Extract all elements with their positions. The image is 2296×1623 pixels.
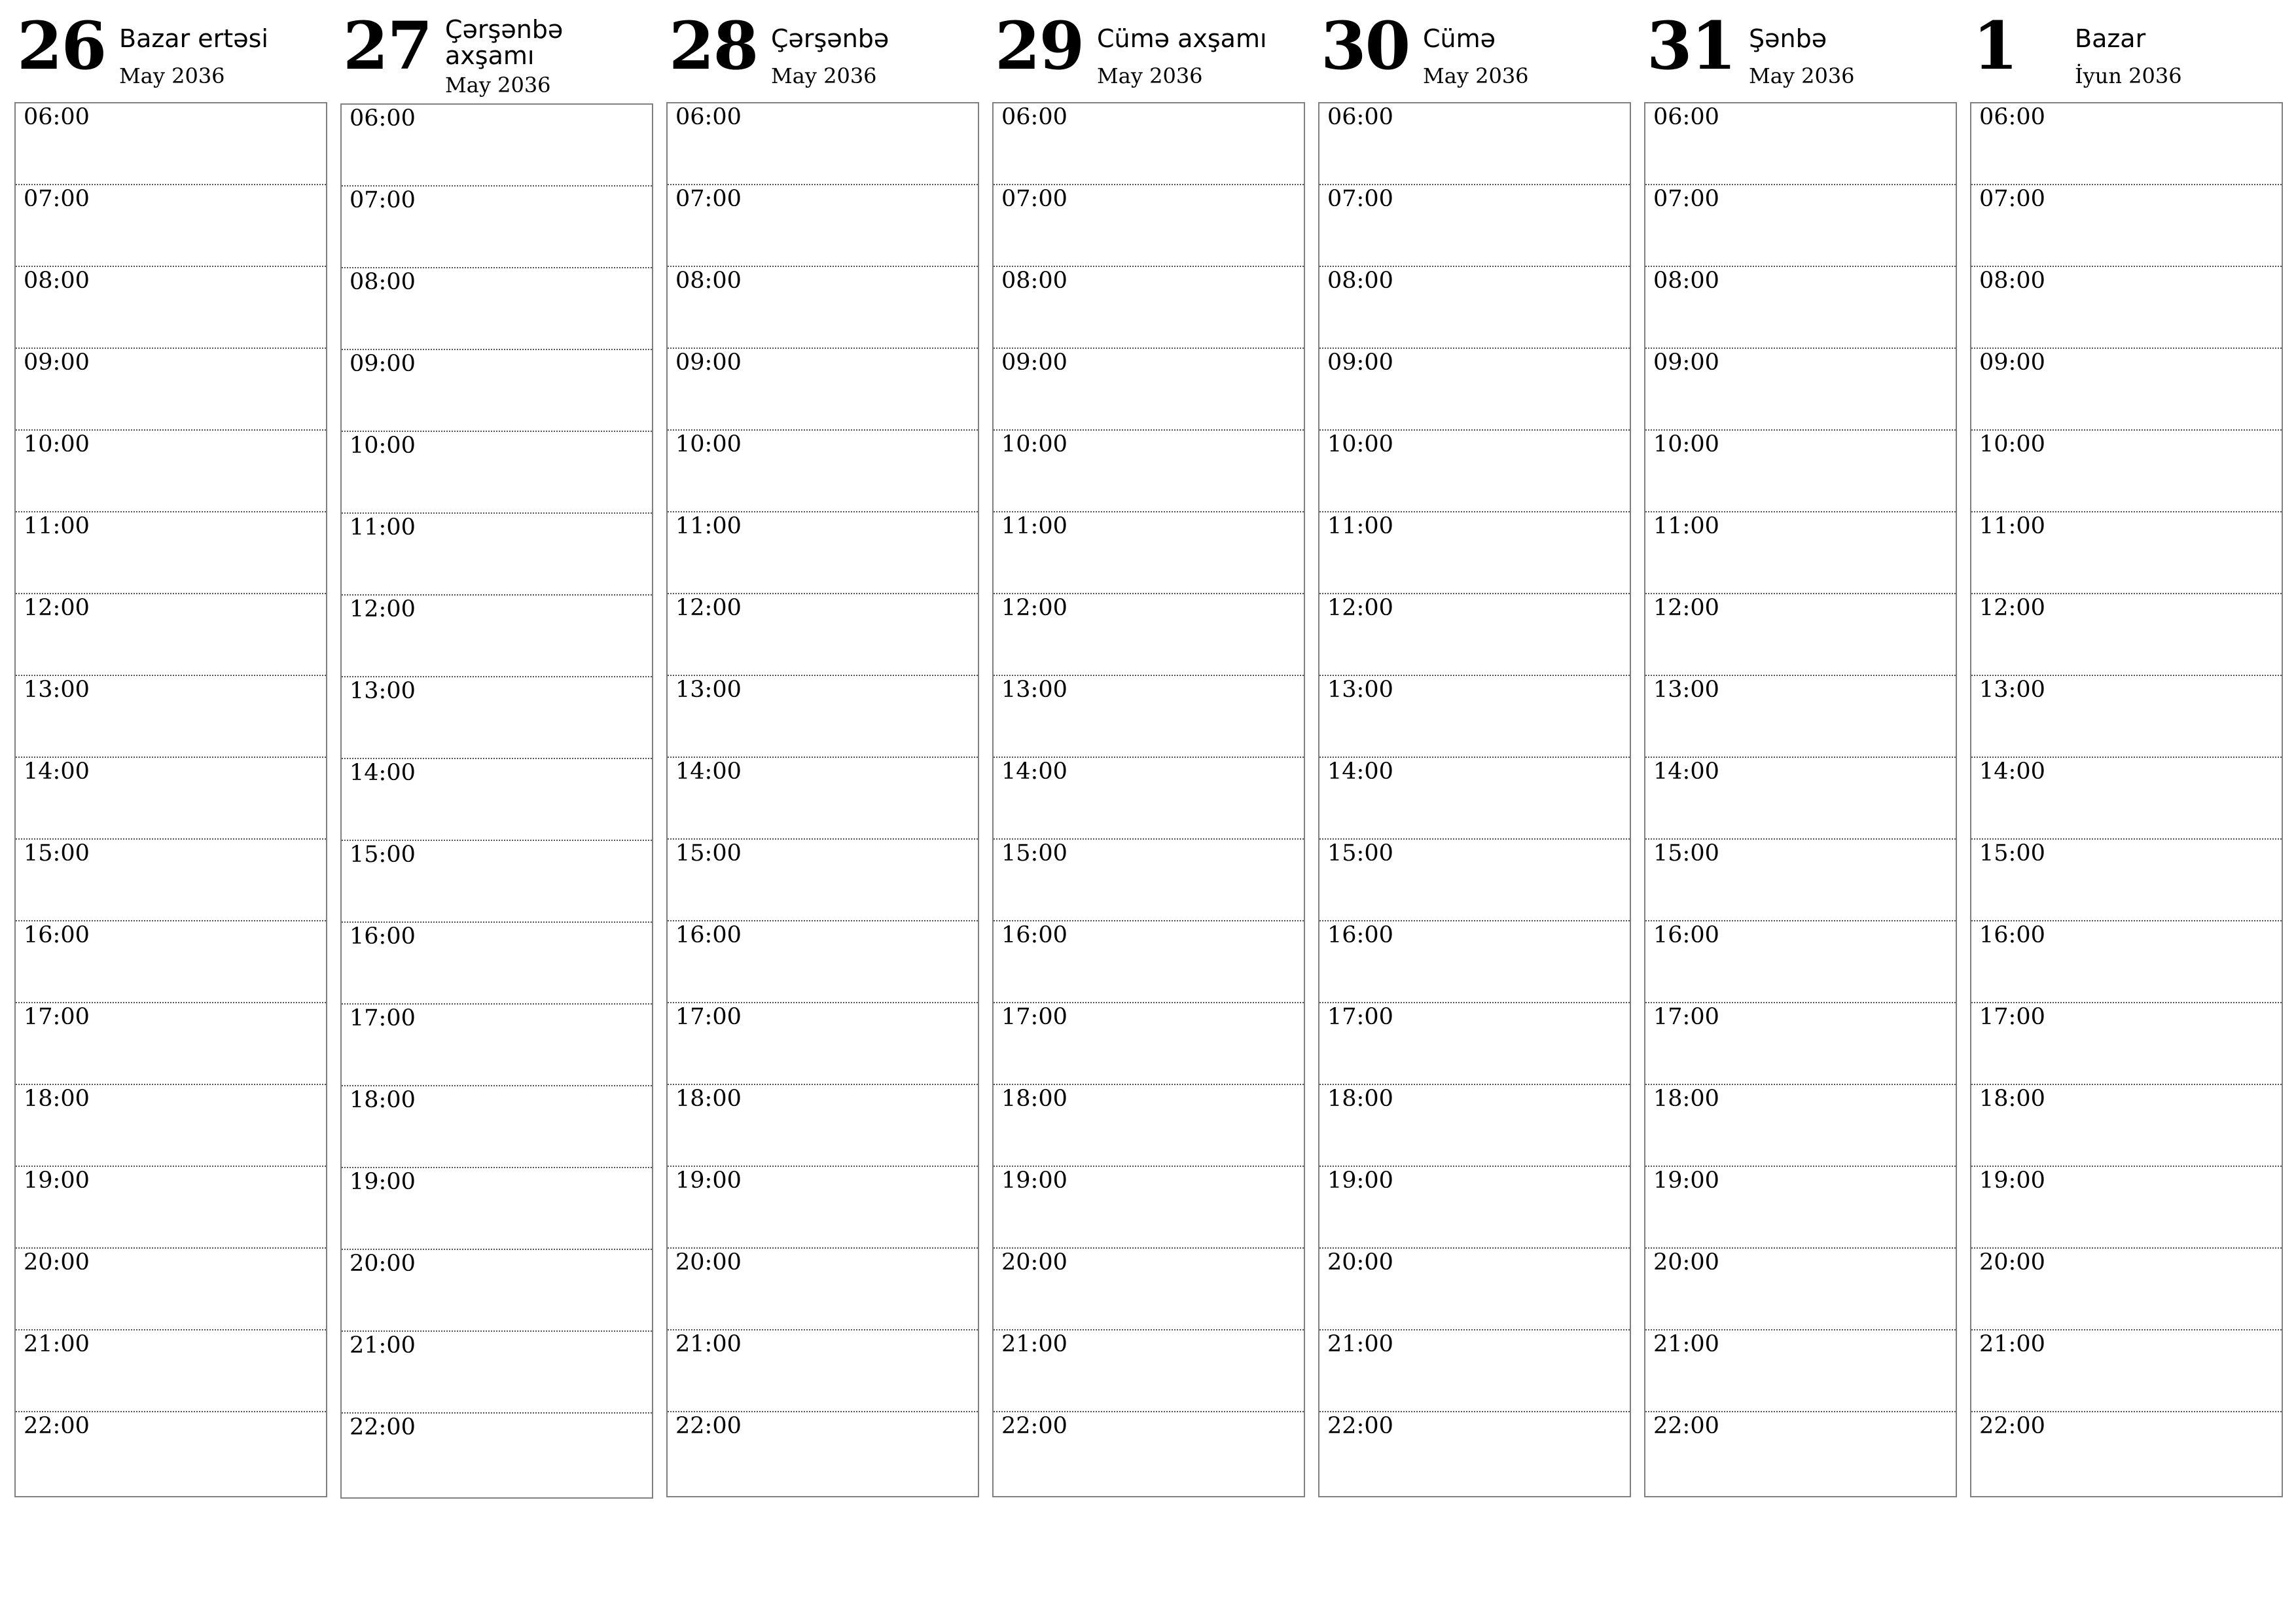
hour-slot[interactable]	[16, 594, 326, 676]
hour-label: 07:00	[350, 187, 416, 213]
hour-label: 13:00	[1327, 677, 1393, 703]
day-number: 29	[995, 7, 1084, 84]
hour-label: 22:00	[24, 1413, 90, 1439]
hour-slot[interactable]	[16, 921, 326, 1003]
day-schedule[interactable]	[1644, 102, 1957, 1497]
hour-label: 08:00	[350, 269, 416, 295]
hour-slot[interactable]	[1645, 1085, 1956, 1167]
hour-slot[interactable]	[342, 432, 652, 514]
hour-label: 14:00	[1001, 758, 1067, 785]
hour-slot[interactable]	[668, 1003, 978, 1085]
hour-slot[interactable]	[1971, 1003, 2282, 1085]
hour-label: 07:00	[675, 186, 742, 212]
hour-label: 14:00	[1327, 758, 1393, 785]
day-header	[340, 0, 653, 98]
hour-slot[interactable]	[1319, 1085, 1630, 1167]
hour-slot[interactable]	[16, 103, 326, 185]
hour-label: 16:00	[350, 923, 416, 950]
hour-slot[interactable]	[342, 923, 652, 1005]
hour-label: 16:00	[1979, 922, 2045, 948]
hour-label: 19:00	[675, 1168, 742, 1194]
hour-slot[interactable]	[1971, 921, 2282, 1003]
hour-slot[interactable]	[994, 1330, 1304, 1412]
hour-slot[interactable]	[1645, 1330, 1956, 1412]
hour-slot[interactable]	[1645, 676, 1956, 758]
hour-label: 21:00	[1327, 1331, 1393, 1357]
weekday-name: Çərşənbə axşamı	[445, 15, 564, 70]
weekday-name: Bazar	[2075, 24, 2146, 53]
hour-label: 18:00	[1327, 1086, 1393, 1112]
hour-slot[interactable]	[342, 514, 652, 596]
hour-slot[interactable]	[1971, 594, 2282, 676]
hour-slot[interactable]	[1645, 1249, 1956, 1330]
hour-label: 20:00	[675, 1249, 742, 1275]
hour-slot[interactable]	[1319, 594, 1630, 676]
hour-label: 17:00	[350, 1005, 416, 1031]
hour-label: 14:00	[350, 760, 416, 786]
hour-label: 11:00	[1979, 513, 2045, 539]
hour-label: 13:00	[1001, 677, 1067, 703]
hour-label: 14:00	[675, 758, 742, 785]
hour-slot[interactable]	[1319, 185, 1630, 267]
day-header	[666, 0, 979, 98]
hour-label: 08:00	[24, 268, 90, 294]
hour-label: 15:00	[675, 840, 742, 866]
hour-slot[interactable]	[994, 594, 1304, 676]
hour-slot[interactable]	[342, 596, 652, 677]
hour-slot[interactable]	[994, 1412, 1304, 1494]
hour-slot[interactable]	[16, 758, 326, 840]
hour-label: 21:00	[675, 1331, 742, 1357]
hour-slot[interactable]	[16, 1330, 326, 1412]
hour-label: 21:00	[24, 1331, 90, 1357]
hour-label: 12:00	[24, 595, 90, 621]
hour-slot[interactable]	[342, 677, 652, 759]
hour-slot[interactable]	[994, 185, 1304, 267]
hour-slot[interactable]	[1319, 431, 1630, 512]
hour-label: 13:00	[675, 677, 742, 703]
hour-slot[interactable]	[1645, 103, 1956, 185]
hour-label: 08:00	[675, 268, 742, 294]
hour-label: 20:00	[1653, 1249, 1719, 1275]
hour-label: 10:00	[1653, 431, 1719, 457]
hour-label: 14:00	[1979, 758, 2045, 785]
hour-slot[interactable]	[994, 1085, 1304, 1167]
hour-slot[interactable]	[1971, 349, 2282, 431]
hour-label: 19:00	[1001, 1168, 1067, 1194]
hour-label: 19:00	[1979, 1168, 2045, 1194]
hour-slot[interactable]	[668, 1412, 978, 1494]
hour-slot[interactable]	[668, 267, 978, 349]
hour-slot[interactable]	[1319, 1412, 1630, 1494]
hour-slot[interactable]	[16, 1085, 326, 1167]
day-header	[1970, 0, 2283, 98]
hour-slot[interactable]	[1645, 512, 1956, 594]
hour-label: 11:00	[350, 514, 416, 541]
hour-label: 10:00	[675, 431, 742, 457]
hour-label: 17:00	[675, 1004, 742, 1030]
hour-label: 10:00	[1327, 431, 1393, 457]
weekday-name: Cümə axşamı	[1097, 24, 1267, 53]
hour-slot[interactable]	[16, 1249, 326, 1330]
hour-slot[interactable]	[342, 187, 652, 268]
hour-slot[interactable]	[1319, 267, 1630, 349]
hour-slot[interactable]	[342, 350, 652, 432]
hour-slot[interactable]	[1971, 1167, 2282, 1249]
hour-label: 19:00	[350, 1169, 416, 1195]
hour-slot[interactable]	[16, 512, 326, 594]
hour-label: 08:00	[1327, 268, 1393, 294]
hour-slot[interactable]	[1319, 1167, 1630, 1249]
day-header	[1644, 0, 1957, 98]
hour-slot[interactable]	[994, 921, 1304, 1003]
hour-slot[interactable]	[994, 1167, 1304, 1249]
hour-label: 12:00	[1327, 595, 1393, 621]
hour-label: 09:00	[1327, 349, 1393, 376]
hour-label: 22:00	[1001, 1413, 1067, 1439]
hour-slot[interactable]	[668, 431, 978, 512]
hour-label: 21:00	[1979, 1331, 2045, 1357]
hour-slot[interactable]	[994, 349, 1304, 431]
hour-label: 16:00	[1001, 922, 1067, 948]
hour-label: 11:00	[1327, 513, 1393, 539]
hour-slot[interactable]	[668, 1085, 978, 1167]
hour-label: 20:00	[1327, 1249, 1393, 1275]
hour-slot[interactable]	[1645, 185, 1956, 267]
hour-slot[interactable]	[1645, 431, 1956, 512]
hour-slot[interactable]	[994, 512, 1304, 594]
hour-slot[interactable]	[1319, 349, 1630, 431]
hour-label: 06:00	[1979, 104, 2045, 130]
hour-slot[interactable]	[16, 1412, 326, 1494]
hour-slot[interactable]	[994, 431, 1304, 512]
hour-label: 22:00	[350, 1414, 416, 1440]
hour-slot[interactable]	[16, 1167, 326, 1249]
weekday-name: Şənbə	[1749, 24, 1827, 53]
hour-label: 06:00	[24, 104, 90, 130]
hour-label: 06:00	[1001, 104, 1067, 130]
hour-label: 16:00	[1653, 922, 1719, 948]
hour-slot[interactable]	[1645, 840, 1956, 921]
month-year: May 2036	[1097, 63, 1203, 88]
hour-label: 15:00	[1327, 840, 1393, 866]
hour-label: 15:00	[350, 842, 416, 868]
hour-label: 11:00	[1653, 513, 1719, 539]
day-schedule[interactable]	[1318, 102, 1631, 1497]
hour-slot[interactable]	[1645, 1167, 1956, 1249]
hour-slot[interactable]	[342, 1250, 652, 1332]
hour-label: 12:00	[350, 596, 416, 622]
hour-slot[interactable]	[994, 267, 1304, 349]
hour-slot[interactable]	[1319, 512, 1630, 594]
hour-slot[interactable]	[1971, 1085, 2282, 1167]
hour-label: 09:00	[350, 351, 416, 377]
hour-label: 13:00	[1979, 677, 2045, 703]
hour-label: 11:00	[24, 513, 90, 539]
hour-slot[interactable]	[16, 267, 326, 349]
month-year: May 2036	[1749, 63, 1855, 88]
hour-slot[interactable]	[342, 268, 652, 350]
hour-slot[interactable]	[1319, 1249, 1630, 1330]
hour-slot[interactable]	[1971, 512, 2282, 594]
hour-slot[interactable]	[1645, 1412, 1956, 1494]
hour-slot[interactable]	[994, 758, 1304, 840]
hour-slot[interactable]	[668, 512, 978, 594]
hour-label: 21:00	[350, 1332, 416, 1359]
hour-slot[interactable]	[342, 1414, 652, 1495]
hour-label: 20:00	[350, 1251, 416, 1277]
hour-label: 22:00	[1653, 1413, 1719, 1439]
hour-slot[interactable]	[1645, 758, 1956, 840]
hour-label: 11:00	[1001, 513, 1067, 539]
hour-slot[interactable]	[668, 1330, 978, 1412]
hour-slot[interactable]	[342, 759, 652, 841]
hour-slot[interactable]	[994, 840, 1304, 921]
hour-slot[interactable]	[668, 349, 978, 431]
hour-slot[interactable]	[1319, 103, 1630, 185]
hour-slot[interactable]	[1319, 921, 1630, 1003]
hour-label: 18:00	[350, 1087, 416, 1113]
hour-label: 08:00	[1979, 268, 2045, 294]
hour-slot[interactable]	[668, 103, 978, 185]
hour-slot[interactable]	[1971, 840, 2282, 921]
hour-label: 19:00	[1327, 1168, 1393, 1194]
hour-slot[interactable]	[342, 841, 652, 923]
hour-slot[interactable]	[1319, 1003, 1630, 1085]
hour-slot[interactable]	[342, 1332, 652, 1414]
month-year: May 2036	[445, 73, 551, 98]
hour-label: 12:00	[1653, 595, 1719, 621]
hour-label: 15:00	[1979, 840, 2045, 866]
hour-slot[interactable]	[16, 840, 326, 921]
hour-label: 17:00	[1653, 1004, 1719, 1030]
hour-slot[interactable]	[1971, 103, 2282, 185]
hour-slot[interactable]	[342, 1168, 652, 1250]
hour-slot[interactable]	[994, 103, 1304, 185]
hour-label: 20:00	[24, 1249, 90, 1275]
hour-label: 20:00	[1979, 1249, 2045, 1275]
weekday-name: Cümə	[1423, 24, 1496, 53]
hour-slot[interactable]	[668, 840, 978, 921]
hour-label: 17:00	[24, 1004, 90, 1030]
day-schedule[interactable]	[340, 103, 653, 1499]
hour-label: 13:00	[1653, 677, 1719, 703]
hour-label: 18:00	[1979, 1086, 2045, 1112]
hour-slot[interactable]	[668, 921, 978, 1003]
hour-slot[interactable]	[668, 1249, 978, 1330]
hour-label: 09:00	[1979, 349, 2045, 376]
hour-slot[interactable]	[668, 676, 978, 758]
hour-slot[interactable]	[16, 1003, 326, 1085]
day-number: 1	[1973, 7, 2017, 84]
hour-slot[interactable]	[994, 1003, 1304, 1085]
hour-slot[interactable]	[1319, 1330, 1630, 1412]
day-number: 28	[669, 7, 758, 84]
hour-label: 21:00	[1653, 1331, 1719, 1357]
hour-label: 17:00	[1979, 1004, 2045, 1030]
month-year: May 2036	[771, 63, 877, 88]
hour-label: 22:00	[1327, 1413, 1393, 1439]
hour-slot[interactable]	[1971, 1249, 2282, 1330]
hour-label: 06:00	[675, 104, 742, 130]
hour-label: 09:00	[24, 349, 90, 376]
hour-slot[interactable]	[1645, 921, 1956, 1003]
day-schedule[interactable]	[14, 102, 327, 1497]
day-schedule[interactable]	[666, 102, 979, 1497]
hour-slot[interactable]	[1971, 185, 2282, 267]
hour-slot[interactable]	[1971, 267, 2282, 349]
day-header	[1318, 0, 1631, 98]
hour-slot[interactable]	[1645, 594, 1956, 676]
hour-slot[interactable]	[342, 1086, 652, 1168]
hour-slot[interactable]	[1971, 676, 2282, 758]
hour-slot[interactable]	[1971, 758, 2282, 840]
day-number: 27	[343, 7, 432, 84]
hour-label: 19:00	[24, 1168, 90, 1194]
hour-slot[interactable]	[1645, 1003, 1956, 1085]
hour-label: 10:00	[1979, 431, 2045, 457]
hour-label: 09:00	[1001, 349, 1067, 376]
hour-label: 21:00	[1001, 1331, 1067, 1357]
hour-label: 20:00	[1001, 1249, 1067, 1275]
hour-label: 18:00	[1653, 1086, 1719, 1112]
hour-label: 10:00	[1001, 431, 1067, 457]
day-number: 26	[17, 7, 106, 84]
hour-slot[interactable]	[1971, 431, 2282, 512]
hour-label: 15:00	[1653, 840, 1719, 866]
hour-label: 14:00	[1653, 758, 1719, 785]
hour-label: 08:00	[1001, 268, 1067, 294]
hour-label: 06:00	[1327, 104, 1393, 130]
hour-slot[interactable]	[668, 758, 978, 840]
hour-slot[interactable]	[16, 431, 326, 512]
hour-label: 16:00	[675, 922, 742, 948]
hour-label: 06:00	[1653, 104, 1719, 130]
hour-label: 06:00	[350, 105, 416, 132]
hour-label: 22:00	[1979, 1413, 2045, 1439]
hour-slot[interactable]	[342, 1005, 652, 1086]
hour-label: 07:00	[1327, 186, 1393, 212]
hour-label: 15:00	[24, 840, 90, 866]
month-year: İyun 2036	[2075, 63, 2182, 88]
hour-label: 14:00	[24, 758, 90, 785]
hour-label: 10:00	[350, 433, 416, 459]
hour-label: 07:00	[24, 186, 90, 212]
hour-label: 13:00	[24, 677, 90, 703]
hour-slot[interactable]	[16, 185, 326, 267]
hour-label: 08:00	[1653, 268, 1719, 294]
weekday-name: Çərşənbə	[771, 24, 889, 53]
day-header	[992, 0, 1305, 98]
hour-label: 13:00	[350, 678, 416, 704]
hour-slot[interactable]	[1319, 840, 1630, 921]
hour-label: 12:00	[1001, 595, 1067, 621]
hour-label: 07:00	[1653, 186, 1719, 212]
hour-slot[interactable]	[994, 676, 1304, 758]
hour-label: 07:00	[1001, 186, 1067, 212]
hour-slot[interactable]	[668, 594, 978, 676]
hour-label: 17:00	[1001, 1004, 1067, 1030]
month-year: May 2036	[1423, 63, 1529, 88]
hour-label: 17:00	[1327, 1004, 1393, 1030]
hour-label: 11:00	[675, 513, 742, 539]
hour-slot[interactable]	[1971, 1330, 2282, 1412]
hour-label: 07:00	[1979, 186, 2045, 212]
day-number: 31	[1647, 7, 1736, 84]
hour-slot[interactable]	[1971, 1412, 2282, 1494]
hour-label: 16:00	[24, 922, 90, 948]
hour-slot[interactable]	[1319, 676, 1630, 758]
hour-label: 18:00	[1001, 1086, 1067, 1112]
hour-label: 15:00	[1001, 840, 1067, 866]
hour-label: 19:00	[1653, 1168, 1719, 1194]
hour-slot[interactable]	[16, 676, 326, 758]
weekday-name: Bazar ertəsi	[119, 24, 268, 53]
hour-label: 09:00	[675, 349, 742, 376]
hour-slot[interactable]	[1645, 267, 1956, 349]
hour-slot[interactable]	[668, 185, 978, 267]
hour-slot[interactable]	[1645, 349, 1956, 431]
day-schedule[interactable]	[1970, 102, 2283, 1497]
hour-slot[interactable]	[16, 349, 326, 431]
hour-label: 16:00	[1327, 922, 1393, 948]
day-header	[14, 0, 327, 98]
hour-label: 10:00	[24, 431, 90, 457]
hour-slot[interactable]	[994, 1249, 1304, 1330]
hour-slot[interactable]	[668, 1167, 978, 1249]
hour-slot[interactable]	[342, 105, 652, 187]
month-year: May 2036	[119, 63, 225, 88]
hour-label: 12:00	[1979, 595, 2045, 621]
hour-label: 12:00	[675, 595, 742, 621]
hour-label: 09:00	[1653, 349, 1719, 376]
hour-slot[interactable]	[1319, 758, 1630, 840]
hour-label: 22:00	[675, 1413, 742, 1439]
day-number: 30	[1321, 7, 1410, 84]
hour-label: 18:00	[675, 1086, 742, 1112]
day-schedule[interactable]	[992, 102, 1305, 1497]
hour-label: 18:00	[24, 1086, 90, 1112]
